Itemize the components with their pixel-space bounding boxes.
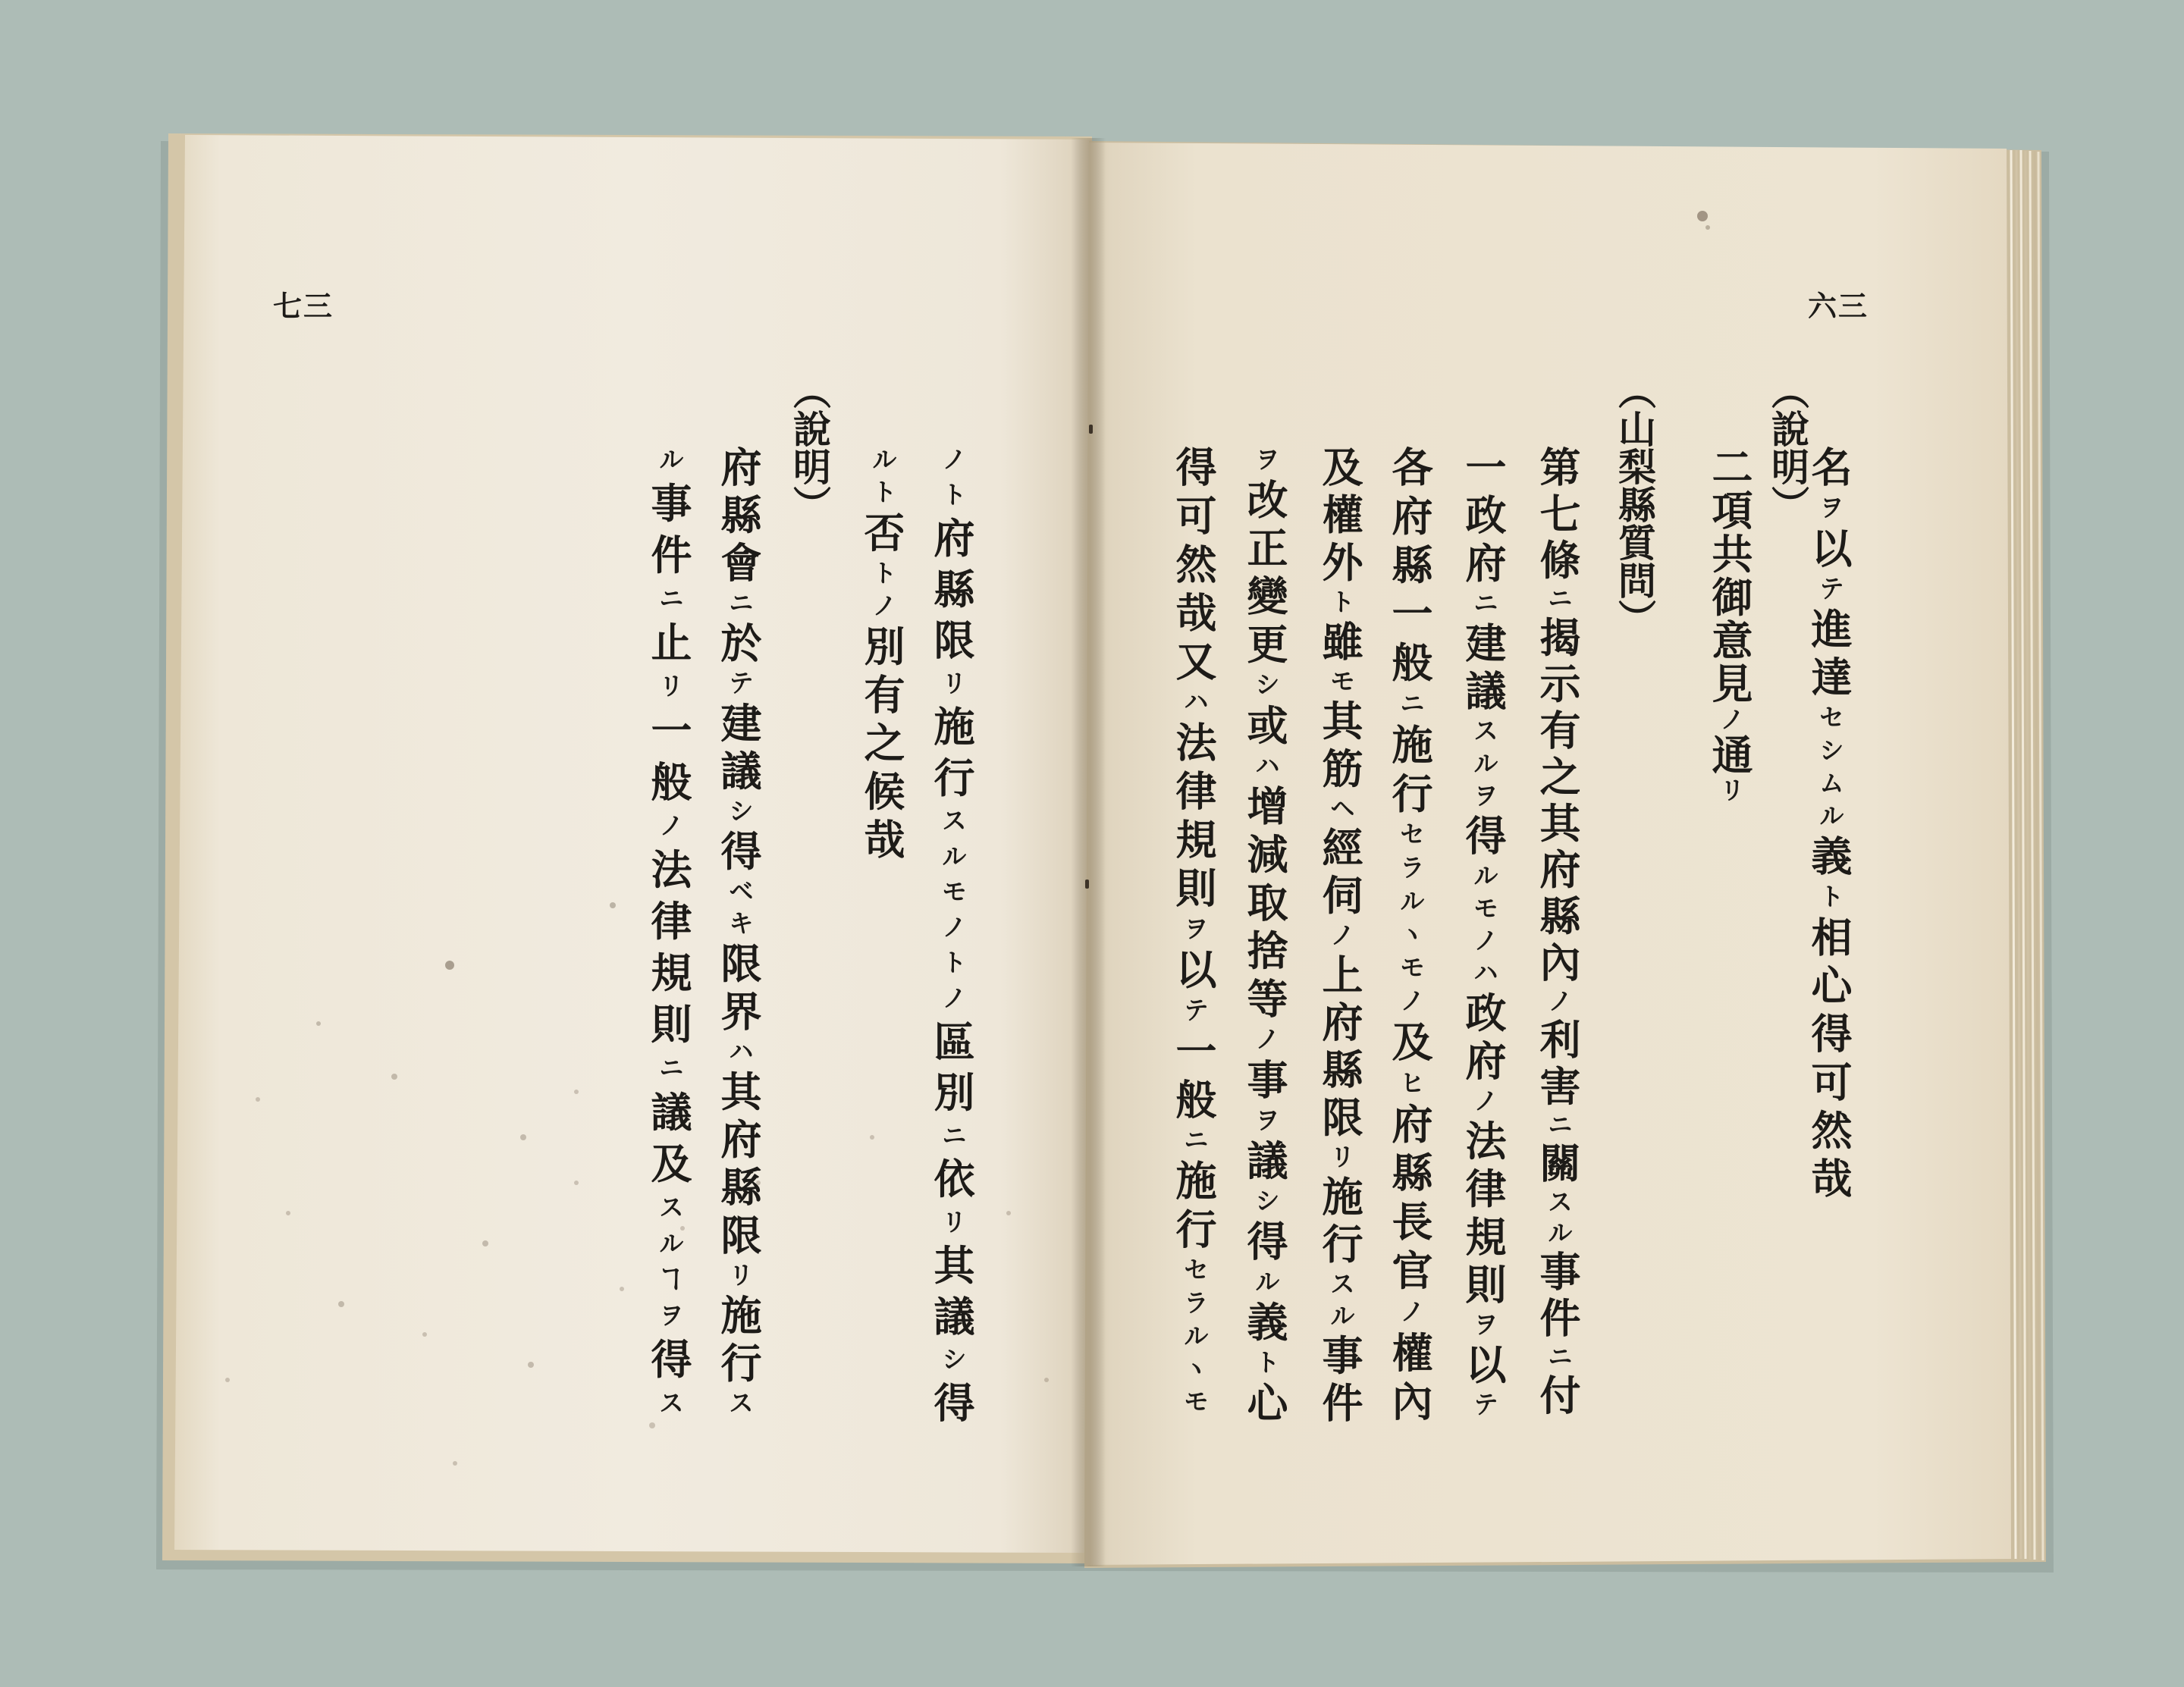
text-column: 第七條ニ揭示有之其府縣內ノ利害ニ關スル事件ニ付 — [1533, 446, 1582, 1415]
kana-glyph: ル — [1326, 1302, 1355, 1334]
foxing-spot — [1006, 1211, 1011, 1215]
kana-glyph: ハ — [1250, 751, 1280, 785]
foxing-spot — [225, 1378, 230, 1382]
kana-glyph: モ — [1469, 894, 1498, 927]
kana-glyph: ル — [1179, 1322, 1209, 1356]
kana-glyph: ノ — [868, 592, 897, 626]
kana-glyph: テ — [724, 669, 754, 702]
kana-glyph: ノ — [937, 446, 967, 481]
text-column: 及權外ト雖モ其筋ヘ經伺ノ上府縣限リ施行スル事件 — [1316, 446, 1364, 1422]
kana-glyph: ヲ — [1469, 782, 1498, 815]
kana-glyph: ラ — [1179, 1289, 1209, 1322]
kana-glyph: ヒ — [1395, 1069, 1425, 1103]
kana-glyph: ル — [1815, 802, 1844, 836]
kana-glyph: ト — [1250, 1349, 1280, 1382]
kana-glyph: リ — [937, 1208, 967, 1244]
binding-hole — [1085, 880, 1089, 889]
foxing-spot — [574, 1090, 579, 1094]
kana-glyph: ベ — [724, 877, 754, 911]
kana-glyph: ル — [654, 446, 684, 482]
text-column: 一政府ニ建議スルヲ得ルモノハ政府ノ法律規則ヲ以テ — [1459, 446, 1508, 1416]
kana-glyph: ニ — [654, 1054, 684, 1091]
kana-glyph: ス — [654, 1389, 684, 1415]
kana-glyph: ノ — [1395, 987, 1425, 1021]
kana-glyph: キ — [724, 910, 754, 942]
binding-hole — [1089, 425, 1093, 434]
foxing-spot — [256, 1097, 260, 1102]
kana-glyph: ニ — [724, 589, 754, 622]
kana-glyph: ノ — [1250, 1025, 1280, 1058]
text-column: 得可然哉又ハ法律規則ヲ以テ一般ニ施行セラルヽモ — [1169, 446, 1218, 1413]
foxing-spot — [482, 1240, 488, 1246]
text-column: ルト否トノ別有之候哉 — [858, 446, 906, 859]
section-label: （說明） — [787, 372, 832, 523]
text-column: 府縣會ニ於テ建議シ得ベキ限界ハ其府縣限リ施行ス — [714, 446, 763, 1415]
kana-glyph: ニ — [654, 585, 684, 622]
kana-glyph: ノ — [937, 984, 967, 1021]
foxing-spot — [528, 1362, 534, 1368]
kana-glyph: ル — [1543, 1219, 1573, 1250]
kana-glyph: ス — [1326, 1270, 1355, 1303]
kana-glyph: ス — [1469, 717, 1498, 750]
kana-glyph: ト — [937, 949, 967, 985]
kana-glyph: リ — [937, 669, 967, 706]
foxing-spot — [316, 1021, 321, 1026]
text-column: 各府縣一般ニ施行セラルヽモノ及ヒ府縣長官ノ權內 — [1385, 446, 1434, 1421]
kana-glyph: ニ — [1395, 690, 1425, 723]
foxing-spot — [574, 1181, 579, 1185]
foxing-spot — [1697, 211, 1708, 221]
kana-glyph: ノ — [654, 811, 684, 848]
kana-glyph: モ — [1179, 1388, 1209, 1413]
foxing-spot — [1044, 1378, 1049, 1382]
kana-glyph: ル — [1395, 887, 1425, 921]
kana-glyph: シ — [1250, 1187, 1280, 1220]
kana-glyph: シ — [1815, 736, 1844, 770]
kana-glyph: ル — [1250, 1268, 1280, 1301]
text-column: 名ヲ以テ進達セシムル義ト相心得可然哉 — [1805, 446, 1853, 1198]
kana-glyph: シ — [724, 797, 754, 830]
kana-glyph: ヲ — [1250, 446, 1280, 479]
kana-glyph: ル — [868, 446, 897, 479]
text-column: ル事件ニ止リ一般ノ法律規則ニ議及スルヿヲ得ス — [645, 446, 693, 1415]
kana-glyph: リ — [654, 673, 684, 709]
kana-glyph: ト — [1326, 588, 1355, 620]
kana-glyph: セ — [1815, 704, 1844, 737]
kana-glyph: ル — [1469, 862, 1498, 895]
kana-glyph: ノ — [1543, 987, 1573, 1019]
section-label: （說明） — [1765, 372, 1810, 523]
kana-glyph: ハ — [724, 1037, 754, 1071]
kana-glyph: ス — [654, 1193, 684, 1230]
kana-glyph: ノ — [1469, 1087, 1498, 1120]
kana-glyph: ル — [937, 842, 967, 879]
kana-glyph: モ — [1395, 954, 1425, 988]
foxing-spot — [391, 1074, 397, 1080]
page-number: 六三 — [1808, 289, 1869, 323]
kana-glyph: シ — [1250, 671, 1280, 704]
kana-glyph: ニ — [1543, 1343, 1573, 1375]
kana-glyph: ニ — [937, 1121, 967, 1158]
kana-glyph: ス — [724, 1389, 754, 1415]
kana-glyph: ヘ — [1326, 794, 1355, 827]
foxing-spot — [1705, 225, 1710, 230]
kana-glyph: ヲ — [1815, 494, 1844, 527]
kana-glyph: セ — [1395, 820, 1425, 854]
kana-glyph: ム — [1815, 769, 1844, 803]
foxing-spot — [649, 1422, 655, 1428]
foxing-spot — [453, 1461, 457, 1466]
kana-glyph: ハ — [1179, 688, 1209, 722]
kana-glyph: ハ — [1469, 959, 1498, 992]
kana-glyph: ヽ — [1395, 920, 1425, 955]
kana-glyph: ト — [868, 560, 897, 593]
kana-glyph: ヽ — [1179, 1355, 1209, 1388]
kana-glyph: テ — [1179, 996, 1209, 1030]
kana-glyph: ヲ — [1179, 915, 1209, 949]
kana-glyph: ス — [937, 807, 967, 843]
kana-glyph: ニ — [1469, 589, 1498, 622]
kana-glyph: ト — [868, 478, 897, 512]
foxing-spot — [620, 1287, 624, 1291]
kana-glyph: シ — [937, 1346, 967, 1381]
kana-glyph: ニ — [1543, 585, 1573, 616]
kana-glyph: ト — [1815, 883, 1844, 916]
page-number: 七三 — [273, 289, 334, 323]
kana-glyph: ル — [1469, 749, 1498, 782]
kana-glyph: テ — [1469, 1391, 1498, 1416]
kana-glyph: ノ — [1469, 927, 1498, 960]
foxing-spot — [286, 1211, 290, 1215]
text-column: ノト府縣限リ施行スルモノトノ區別ニ依リ其議シ得 — [927, 446, 976, 1422]
kana-glyph: ヲ — [1469, 1310, 1498, 1344]
foxing-spot — [520, 1134, 526, 1140]
text-column: 二項共御意見ノ通リ — [1705, 446, 1754, 802]
gutter-shadow — [1071, 138, 1106, 1566]
kana-glyph: ト — [937, 481, 967, 517]
kana-glyph: ラ — [1395, 854, 1425, 888]
kana-glyph: リ — [724, 1261, 754, 1294]
foxing-spot — [610, 902, 616, 908]
kana-glyph: ノ — [1715, 705, 1745, 734]
kana-glyph: モ — [937, 878, 967, 914]
kana-glyph: ス — [1543, 1188, 1573, 1220]
foxing-spot — [422, 1332, 427, 1337]
section-label: （山梨縣質問） — [1612, 372, 1657, 637]
kana-glyph: ニ — [1179, 1126, 1209, 1160]
kana-glyph: テ — [1815, 575, 1844, 608]
text-column: ヲ改正變更シ或ハ增減取捨等ノ事ヲ議シ得ル義ト心 — [1241, 446, 1289, 1422]
kana-glyph: ノ — [937, 914, 967, 949]
kana-glyph: ノ — [1395, 1297, 1425, 1331]
kana-glyph: セ — [1179, 1256, 1209, 1290]
kana-glyph: ル — [654, 1229, 684, 1266]
foxing-spot — [338, 1301, 344, 1307]
kana-glyph: ヲ — [654, 1302, 684, 1338]
kana-glyph: ノ — [1326, 921, 1355, 954]
kana-glyph: リ — [1715, 776, 1745, 802]
kana-glyph: ニ — [1543, 1111, 1573, 1143]
kana-glyph: ヿ — [654, 1265, 684, 1303]
kana-glyph: ヲ — [1250, 1106, 1280, 1140]
kana-glyph: モ — [1326, 667, 1355, 700]
foxing-spot — [870, 1135, 874, 1140]
kana-glyph: リ — [1326, 1143, 1355, 1176]
foxing-spot — [445, 961, 454, 970]
